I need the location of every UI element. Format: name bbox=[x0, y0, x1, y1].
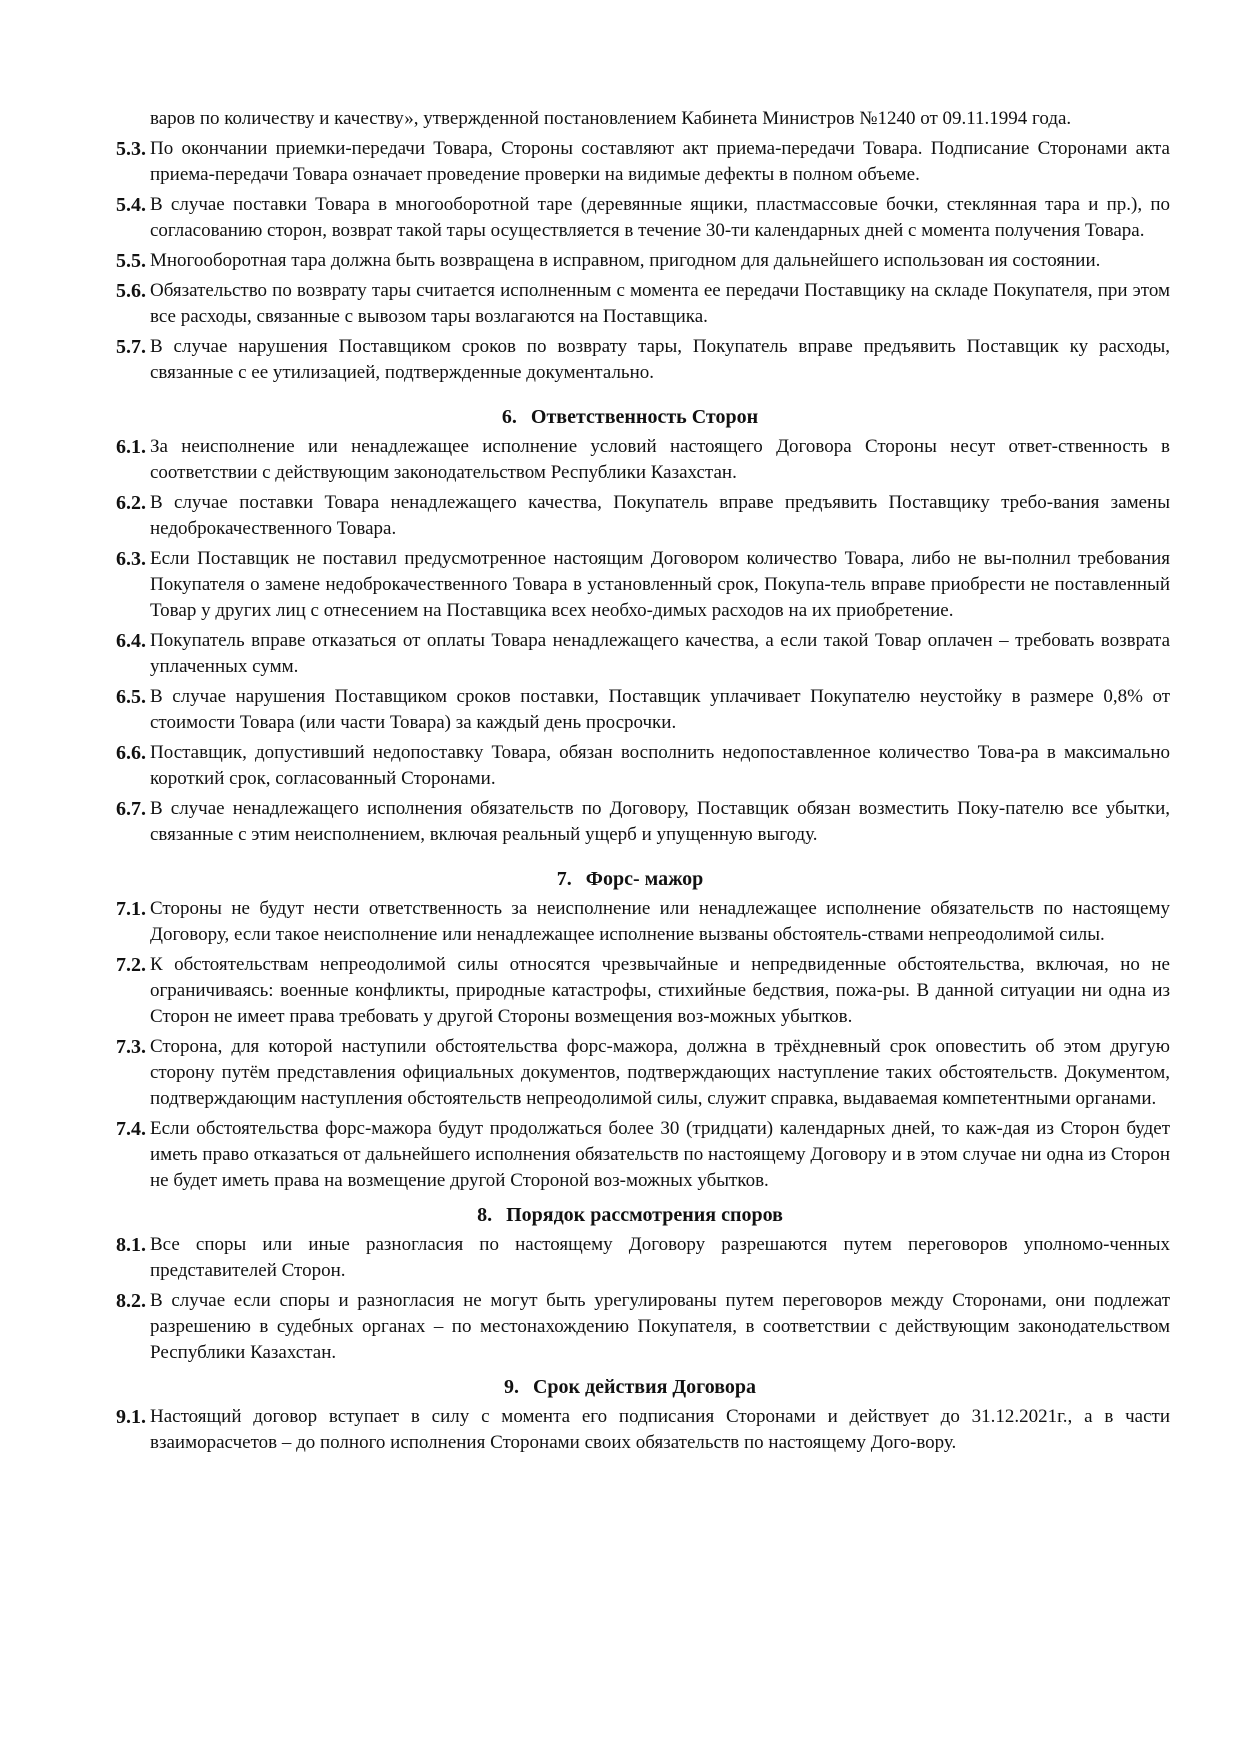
clause-number: 7.1. bbox=[116, 898, 146, 920]
clause bbox=[90, 952, 1170, 1030]
section-6 bbox=[90, 404, 1170, 848]
clause-text: Настоящий договор вступает в силу с момента его подписания Сторонами и действует до 31.12.2021г., а в части взаиморасчетов – до полного исполнения Сторонами своих обязательств по настоящему Дого-вору. bbox=[150, 1406, 1170, 1453]
clause-text: Если обстоятельства форс-мажора будут продолжаться более 30 (тридцати) календарных дней, то каж-дая из Сторон будет иметь право отказаться от дальнейшего исполнения обязательств по настоящему Договору и в этом случае ни одна из Сторон не будет иметь права на возмещение другой Стороной воз-можных убытков. bbox=[150, 1118, 1170, 1191]
section-7 bbox=[90, 866, 1170, 1194]
clause bbox=[90, 434, 1170, 486]
clause-text: Многооборотная тара должна быть возвращена в исправном, пригодном для дальнейшего использован ия состоянии. bbox=[150, 250, 1101, 271]
clause bbox=[90, 546, 1170, 624]
clause-text: Обязательство по возврату тары считается исполненным с момента ее передачи Поставщику на складе Покупателя, при этом все расходы, связанные с вывозом тары возлагаются на Поставщика. bbox=[150, 280, 1170, 327]
clause-number: 9.1. bbox=[116, 1406, 146, 1428]
clause bbox=[90, 136, 1170, 188]
clause-number: 5.7. bbox=[116, 336, 146, 358]
clause bbox=[90, 628, 1170, 680]
intro-paragraph: варов по количеству и качеству», утвержденной постановлением Кабинета Министров №1240 от 09.11.1994 года. bbox=[150, 108, 1072, 129]
clause-number: 6.3. bbox=[116, 548, 146, 570]
clause bbox=[90, 490, 1170, 542]
section-title-text: Срок действия Договора bbox=[532, 1376, 757, 1398]
clause-text: Покупатель вправе отказаться от оплаты Товара ненадлежащего качества, а если такой Товар оплачен – требовать возврата уплаченных сумм. bbox=[150, 630, 1170, 677]
clause bbox=[90, 192, 1170, 244]
clause-number: 5.5. bbox=[116, 250, 146, 272]
clause-number: 6.1. bbox=[116, 436, 146, 458]
clause bbox=[90, 1404, 1170, 1456]
clause bbox=[90, 896, 1170, 948]
clause-text: В случае нарушения Поставщиком сроков поставки, Поставщик уплачивает Покупателю неустойку в размере 0,8% от стоимости Товара (или части Товара) за каждый день просрочки. bbox=[150, 686, 1170, 733]
clause-text: За неисполнение или ненадлежащее исполнение условий настоящего Договора Стороны несут ответ-ственность в соответствии с действующим законодательством Республики Казахстан. bbox=[150, 436, 1170, 483]
clause bbox=[90, 1232, 1170, 1284]
clause-number: 5.4. bbox=[116, 194, 146, 216]
section-number: 8. bbox=[477, 1204, 493, 1226]
clause-text: В случае ненадлежащего исполнения обязательств по Договору, Поставщик обязан возместить Поку-пателю все убытки, связанные с этим неисполнением, включая реальный ущерб и упущенную выгоду. bbox=[150, 798, 1170, 845]
section-title-text: Форс- мажор bbox=[585, 868, 704, 890]
clause-text: Сторона, для которой наступили обстоятельства форс-мажора, должна в трёхдневный срок оповестить об этом другую сторону путём представления официальных документов, подтверждающих наступление таких обстоятельств. Документом, подтверждающим наступления обстоятельств непреодолимой силы, служит справка, выдаваемая компетентными органами. bbox=[150, 1036, 1170, 1109]
section-title-text: Ответственность Сторон bbox=[530, 406, 759, 428]
clause-number: 5.3. bbox=[116, 138, 146, 160]
clause bbox=[90, 1034, 1170, 1112]
section-heading bbox=[90, 1202, 1170, 1228]
clause-text: Поставщик, допустивший недопоставку Товара, обязан восполнить недопоставленное количество Това-ра в максимально короткий срок, согласованный Сторонами. bbox=[150, 742, 1170, 789]
clause bbox=[90, 334, 1170, 386]
clause bbox=[90, 1288, 1170, 1366]
section-heading bbox=[90, 1374, 1170, 1400]
clause-number: 6.6. bbox=[116, 742, 146, 764]
clause bbox=[90, 740, 1170, 792]
section-heading bbox=[90, 404, 1170, 430]
clause-number: 7.3. bbox=[116, 1036, 146, 1058]
section-9 bbox=[90, 1374, 1170, 1456]
clause-number: 8.2. bbox=[116, 1290, 146, 1312]
clause-number: 6.4. bbox=[116, 630, 146, 652]
clause bbox=[90, 1116, 1170, 1194]
clause-text: В случае если споры и разногласия не могут быть урегулированы путем переговоров между Сторонами, они подлежат разрешению в судебных органах – по местонахождению Покупателя, в соответствии с действующим законодательством Республики Казахстан. bbox=[150, 1290, 1170, 1363]
clause-text: По окончании приемки-передачи Товара, Стороны составляют акт приема-передачи Товара. Подписание Сторонами акта приема-передачи Товара означает проведение проверки на видимые дефекты в полном объеме. bbox=[150, 138, 1170, 185]
clause-text: К обстоятельствам непреодолимой силы относятся чрезвычайные и непредвиденные обстоятельства, включая, но не ограничиваясь: военные конфликты, природные катастрофы, стихийные бедствия, пожа-ры. В данной ситуации ни одна из Сторон не имеет права требовать у другой Стороны возмещения воз-можных убытков. bbox=[150, 954, 1170, 1027]
clause-text: В случае поставки Товара в многооборотной таре (деревянные ящики, пластмассовые бочки, стеклянная тара и пр.), по согласованию сторон, возврат такой тары осуществляется в течение 30-ти календарных дней с момента получения Товара. bbox=[150, 194, 1170, 241]
clause-number: 6.5. bbox=[116, 686, 146, 708]
clause-number: 6.2. bbox=[116, 492, 146, 514]
section-number: 9. bbox=[503, 1376, 519, 1398]
clause bbox=[90, 248, 1170, 274]
section-number: 7. bbox=[556, 868, 572, 890]
section-number: 6. bbox=[501, 406, 517, 428]
clause-number: 7.2. bbox=[116, 954, 146, 976]
clause-text: Стороны не будут нести ответственность за неисполнение или ненадлежащее исполнение обязательств по настоящему Договору, если такое неисполнение или ненадлежащее исполнение вызваны обстоятель-ствами непреодолимой силы. bbox=[150, 898, 1170, 945]
clause bbox=[90, 278, 1170, 330]
clause-text: В случае нарушения Поставщиком сроков по возврату тары, Покупатель вправе предъявить Поставщик ку расходы, связанные с ее утилизацией, подтвержденные документально. bbox=[150, 336, 1170, 383]
clause-text: Если Поставщик не поставил предусмотренное настоящим Договором количество Товара, либо не вы-полнил требования Покупателя о замене недоброкачественного Товара в установленный срок, Покупа-тель вправе приобрести не поставленный Товар у других лиц с отнесением на Поставщика всех необхо-димых расходов на их приобретение. bbox=[150, 548, 1170, 621]
clause bbox=[90, 796, 1170, 848]
section-8 bbox=[90, 1202, 1170, 1366]
clause-number: 7.4. bbox=[116, 1118, 146, 1140]
clause-number: 5.6. bbox=[116, 280, 146, 302]
section-heading bbox=[90, 866, 1170, 892]
clause-text: В случае поставки Товара ненадлежащего качества, Покупатель вправе предъявить Поставщику требо-вания замены недоброкачественного Товара. bbox=[150, 492, 1170, 539]
clause-text: Все споры или иные разногласия по настоящему Договору разрешаются путем переговоров уполномо-ченных представителей Сторон. bbox=[150, 1234, 1170, 1281]
clause-number: 8.1. bbox=[116, 1234, 146, 1256]
clause-number: 6.7. bbox=[116, 798, 146, 820]
clause bbox=[90, 684, 1170, 736]
section-5 bbox=[90, 136, 1170, 386]
section-title-text: Порядок рассмотрения споров bbox=[506, 1204, 783, 1226]
